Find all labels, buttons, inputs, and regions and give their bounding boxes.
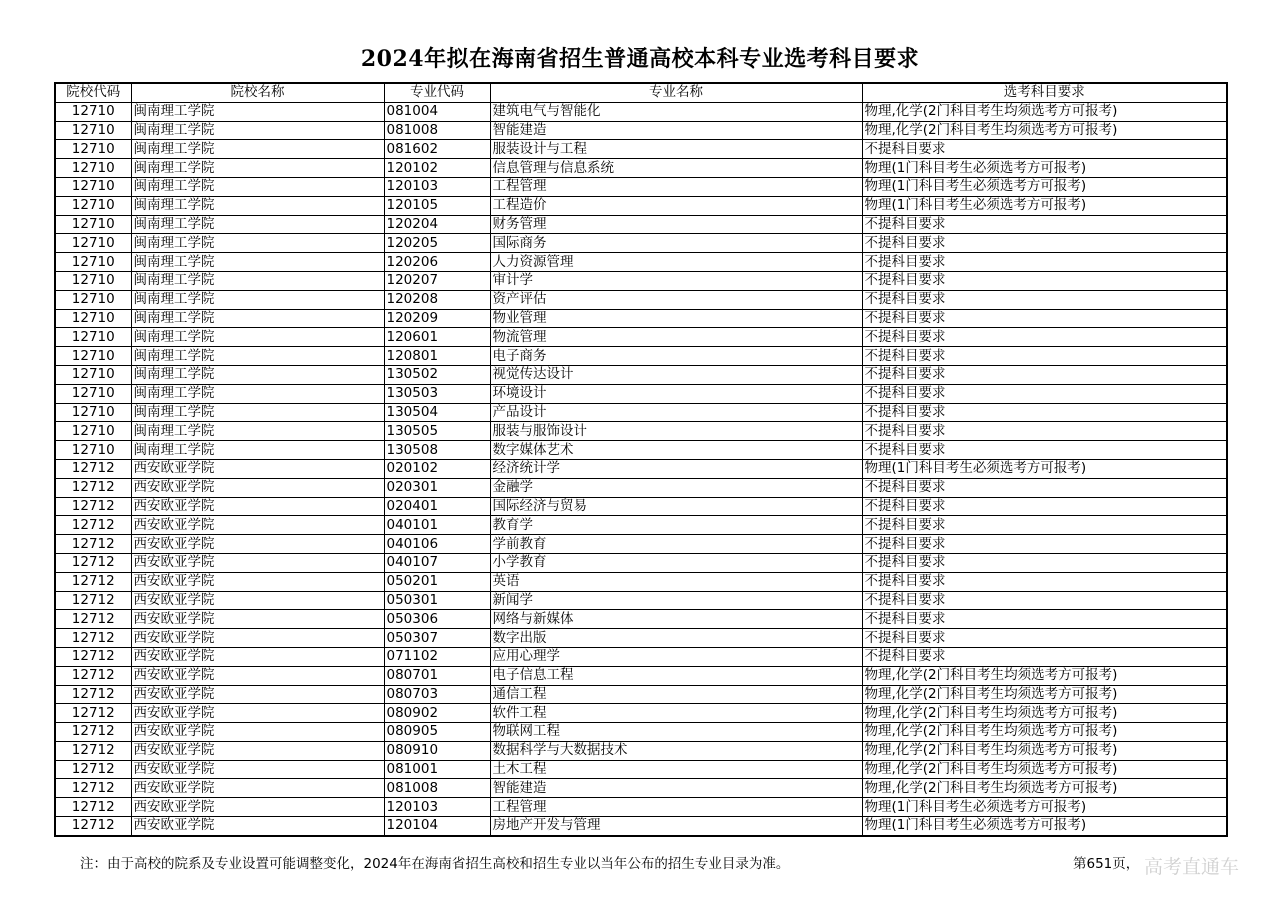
school-code-cell: 12710 — [55, 234, 131, 253]
major-code-cell: 120208 — [384, 290, 490, 309]
school-name-cell: 西安欧亚学院 — [131, 572, 384, 591]
table-row — [55, 177, 1227, 196]
school-name-cell: 闽南理工学院 — [131, 290, 384, 309]
major-name-cell: 信息管理与信息系统 — [490, 159, 862, 178]
school-code-cell: 12712 — [55, 591, 131, 610]
subject-requirement-cell: 物理,化学(2门科目考生均须选考方可报考) — [862, 685, 1227, 704]
school-name-cell: 西安欧亚学院 — [131, 666, 384, 685]
major-name-cell: 土木工程 — [490, 760, 862, 779]
subject-requirement-cell: 不提科目要求 — [862, 629, 1227, 648]
school-code-cell: 12712 — [55, 704, 131, 723]
table-row — [55, 553, 1227, 572]
table-row — [55, 535, 1227, 554]
major-code-cell: 080902 — [384, 704, 490, 723]
major-name-cell: 智能建造 — [490, 779, 862, 798]
major-name-cell: 国际经济与贸易 — [490, 497, 862, 516]
school-name-cell: 闽南理工学院 — [131, 102, 384, 121]
school-code-cell: 12712 — [55, 666, 131, 685]
school-name-cell: 闽南理工学院 — [131, 196, 384, 215]
header-major-name: 专业名称 — [490, 83, 862, 102]
school-name-cell: 闽南理工学院 — [131, 403, 384, 422]
table-row — [55, 140, 1227, 159]
major-name-cell: 服装设计与工程 — [490, 140, 862, 159]
school-name-cell: 闽南理工学院 — [131, 309, 384, 328]
major-name-cell: 智能建造 — [490, 121, 862, 140]
major-name-cell: 教育学 — [490, 516, 862, 535]
major-name-cell: 金融学 — [490, 478, 862, 497]
major-name-cell: 房地产开发与管理 — [490, 817, 862, 836]
subject-requirement-cell: 不提科目要求 — [862, 365, 1227, 384]
subject-requirement-cell: 不提科目要求 — [862, 290, 1227, 309]
major-code-cell: 130502 — [384, 365, 490, 384]
major-code-cell: 080910 — [384, 741, 490, 760]
subject-requirement-cell: 不提科目要求 — [862, 610, 1227, 629]
school-code-cell: 12710 — [55, 290, 131, 309]
table-row — [55, 478, 1227, 497]
school-code-cell: 12712 — [55, 535, 131, 554]
major-name-cell: 数据科学与大数据技术 — [490, 741, 862, 760]
major-code-cell: 120601 — [384, 328, 490, 347]
school-code-cell: 12712 — [55, 779, 131, 798]
table-row — [55, 459, 1227, 478]
major-name-cell: 物业管理 — [490, 309, 862, 328]
subject-requirement-cell: 不提科目要求 — [862, 478, 1227, 497]
table-row — [55, 760, 1227, 779]
school-code-cell: 12712 — [55, 798, 131, 817]
school-code-cell: 12710 — [55, 102, 131, 121]
subject-requirement-cell: 不提科目要求 — [862, 553, 1227, 572]
table-row — [55, 704, 1227, 723]
major-code-cell: 120207 — [384, 271, 490, 290]
school-name-cell: 西安欧亚学院 — [131, 497, 384, 516]
major-name-cell: 经济统计学 — [490, 459, 862, 478]
subject-requirement-cell: 不提科目要求 — [862, 253, 1227, 272]
school-code-cell: 12710 — [55, 441, 131, 460]
subject-requirement-cell: 物理(1门科目考生必须选考方可报考) — [862, 817, 1227, 836]
major-code-cell: 120209 — [384, 309, 490, 328]
subject-requirement-cell: 不提科目要求 — [862, 347, 1227, 366]
major-code-cell: 120103 — [384, 177, 490, 196]
school-code-cell: 12710 — [55, 328, 131, 347]
table-row — [55, 347, 1227, 366]
major-code-cell: 120104 — [384, 817, 490, 836]
table-row — [55, 365, 1227, 384]
school-name-cell: 闽南理工学院 — [131, 271, 384, 290]
table-row — [55, 441, 1227, 460]
subject-requirement-cell: 物理,化学(2门科目考生均须选考方可报考) — [862, 723, 1227, 742]
major-code-cell: 040106 — [384, 535, 490, 554]
school-code-cell: 12710 — [55, 309, 131, 328]
school-code-cell: 12712 — [55, 516, 131, 535]
major-code-cell: 081001 — [384, 760, 490, 779]
table-row — [55, 723, 1227, 742]
header-school-name: 院校名称 — [131, 83, 384, 102]
school-code-cell: 12712 — [55, 760, 131, 779]
school-code-cell: 12712 — [55, 478, 131, 497]
major-code-cell: 050307 — [384, 629, 490, 648]
major-code-cell: 050301 — [384, 591, 490, 610]
table-row — [55, 328, 1227, 347]
school-name-cell: 西安欧亚学院 — [131, 723, 384, 742]
subject-requirement-cell: 物理(1门科目考生必须选考方可报考) — [862, 798, 1227, 817]
requirements-table — [54, 82, 1228, 837]
major-name-cell: 网络与新媒体 — [490, 610, 862, 629]
major-code-cell: 120801 — [384, 347, 490, 366]
table-row — [55, 309, 1227, 328]
page-number: 第651页， — [1073, 856, 1140, 872]
school-code-cell: 12710 — [55, 253, 131, 272]
subject-requirement-cell: 不提科目要求 — [862, 140, 1227, 159]
major-code-cell: 081008 — [384, 121, 490, 140]
major-name-cell: 人力资源管理 — [490, 253, 862, 272]
major-code-cell: 081602 — [384, 140, 490, 159]
subject-requirement-cell: 不提科目要求 — [862, 403, 1227, 422]
table-row — [55, 666, 1227, 685]
subject-requirement-cell: 物理(1门科目考生必须选考方可报考) — [862, 159, 1227, 178]
school-code-cell: 12710 — [55, 365, 131, 384]
major-name-cell: 国际商务 — [490, 234, 862, 253]
table-row — [55, 591, 1227, 610]
table-row — [55, 798, 1227, 817]
major-code-cell: 120103 — [384, 798, 490, 817]
school-code-cell: 12710 — [55, 121, 131, 140]
subject-requirement-cell: 物理,化学(2门科目考生均须选考方可报考) — [862, 666, 1227, 685]
table-body — [55, 102, 1227, 836]
major-name-cell: 审计学 — [490, 271, 862, 290]
major-name-cell: 电子信息工程 — [490, 666, 862, 685]
major-code-cell: 130508 — [384, 441, 490, 460]
school-code-cell: 12710 — [55, 159, 131, 178]
header-subject-requirement: 选考科目要求 — [862, 83, 1227, 102]
major-code-cell: 120102 — [384, 159, 490, 178]
school-name-cell: 闽南理工学院 — [131, 121, 384, 140]
subject-requirement-cell: 物理,化学(2门科目考生均须选考方可报考) — [862, 121, 1227, 140]
major-name-cell: 工程管理 — [490, 177, 862, 196]
school-code-cell: 12712 — [55, 497, 131, 516]
major-code-cell: 120205 — [384, 234, 490, 253]
major-code-cell: 040101 — [384, 516, 490, 535]
school-code-cell: 12710 — [55, 403, 131, 422]
school-name-cell: 闽南理工学院 — [131, 441, 384, 460]
subject-requirement-cell: 物理,化学(2门科目考生均须选考方可报考) — [862, 779, 1227, 798]
school-name-cell: 闽南理工学院 — [131, 422, 384, 441]
school-code-cell: 12712 — [55, 610, 131, 629]
subject-requirement-cell: 不提科目要求 — [862, 328, 1227, 347]
subject-requirement-cell: 物理(1门科目考生必须选考方可报考) — [862, 196, 1227, 215]
major-code-cell: 080701 — [384, 666, 490, 685]
major-name-cell: 通信工程 — [490, 685, 862, 704]
subject-requirement-cell: 不提科目要求 — [862, 384, 1227, 403]
school-name-cell: 西安欧亚学院 — [131, 535, 384, 554]
header-major-code: 专业代码 — [384, 83, 490, 102]
school-code-cell: 12710 — [55, 384, 131, 403]
major-name-cell: 软件工程 — [490, 704, 862, 723]
major-code-cell: 081004 — [384, 102, 490, 121]
major-name-cell: 资产评估 — [490, 290, 862, 309]
school-code-cell: 12712 — [55, 741, 131, 760]
major-name-cell: 应用心理学 — [490, 647, 862, 666]
major-code-cell: 120105 — [384, 196, 490, 215]
school-name-cell: 闽南理工学院 — [131, 234, 384, 253]
major-name-cell: 财务管理 — [490, 215, 862, 234]
subject-requirement-cell: 物理,化学(2门科目考生均须选考方可报考) — [862, 102, 1227, 121]
school-name-cell: 闽南理工学院 — [131, 140, 384, 159]
subject-requirement-cell: 不提科目要求 — [862, 572, 1227, 591]
major-name-cell: 学前教育 — [490, 535, 862, 554]
school-code-cell: 12712 — [55, 572, 131, 591]
major-name-cell: 环境设计 — [490, 384, 862, 403]
table-row — [55, 497, 1227, 516]
major-name-cell: 数字出版 — [490, 629, 862, 648]
school-name-cell: 西安欧亚学院 — [131, 629, 384, 648]
school-code-cell: 12710 — [55, 196, 131, 215]
table-row — [55, 102, 1227, 121]
school-name-cell: 闽南理工学院 — [131, 159, 384, 178]
table-row — [55, 817, 1227, 836]
major-name-cell: 数字媒体艺术 — [490, 441, 862, 460]
major-name-cell: 新闻学 — [490, 591, 862, 610]
school-name-cell: 西安欧亚学院 — [131, 741, 384, 760]
subject-requirement-cell: 物理,化学(2门科目考生均须选考方可报考) — [862, 760, 1227, 779]
school-code-cell: 12710 — [55, 271, 131, 290]
subject-requirement-cell: 不提科目要求 — [862, 516, 1227, 535]
page-title: 2024年拟在海南省招生普通高校本科专业选考科目要求 — [360, 46, 920, 72]
major-code-cell: 080703 — [384, 685, 490, 704]
subject-requirement-cell: 不提科目要求 — [862, 234, 1227, 253]
subject-requirement-cell: 不提科目要求 — [862, 215, 1227, 234]
subject-requirement-cell: 不提科目要求 — [862, 535, 1227, 554]
table-row — [55, 253, 1227, 272]
table-row — [55, 422, 1227, 441]
school-name-cell: 西安欧亚学院 — [131, 817, 384, 836]
table-row — [55, 384, 1227, 403]
subject-requirement-cell: 物理(1门科目考生必须选考方可报考) — [862, 459, 1227, 478]
major-name-cell: 电子商务 — [490, 347, 862, 366]
school-code-cell: 12710 — [55, 140, 131, 159]
major-code-cell: 081008 — [384, 779, 490, 798]
subject-requirement-cell: 物理,化学(2门科目考生均须选考方可报考) — [862, 704, 1227, 723]
school-name-cell: 西安欧亚学院 — [131, 459, 384, 478]
table-row — [55, 121, 1227, 140]
major-code-cell: 050306 — [384, 610, 490, 629]
subject-requirement-cell: 不提科目要求 — [862, 647, 1227, 666]
table-row — [55, 215, 1227, 234]
school-name-cell: 闽南理工学院 — [131, 347, 384, 366]
major-code-cell: 130504 — [384, 403, 490, 422]
table-row — [55, 572, 1227, 591]
school-code-cell: 12710 — [55, 422, 131, 441]
major-name-cell: 物联网工程 — [490, 723, 862, 742]
school-code-cell: 12712 — [55, 685, 131, 704]
school-code-cell: 12712 — [55, 629, 131, 648]
major-code-cell: 130503 — [384, 384, 490, 403]
table-row — [55, 741, 1227, 760]
school-name-cell: 西安欧亚学院 — [131, 760, 384, 779]
major-code-cell: 020102 — [384, 459, 490, 478]
table-row — [55, 647, 1227, 666]
major-code-cell: 080905 — [384, 723, 490, 742]
school-code-cell: 12712 — [55, 553, 131, 572]
table-row — [55, 271, 1227, 290]
school-name-cell: 闽南理工学院 — [131, 215, 384, 234]
table-header-row — [55, 83, 1227, 102]
school-code-cell: 12710 — [55, 177, 131, 196]
school-name-cell: 西安欧亚学院 — [131, 685, 384, 704]
major-name-cell: 服装与服饰设计 — [490, 422, 862, 441]
major-name-cell: 工程管理 — [490, 798, 862, 817]
major-code-cell: 130505 — [384, 422, 490, 441]
footer-note: 注：由于高校的院系及专业设置可能调整变化，2024年在海南省招生高校和招生专业以当年公布的招生专业目录为准。 — [80, 856, 790, 872]
school-code-cell: 12712 — [55, 647, 131, 666]
major-name-cell: 工程造价 — [490, 196, 862, 215]
major-name-cell: 视觉传达设计 — [490, 365, 862, 384]
school-name-cell: 闽南理工学院 — [131, 177, 384, 196]
major-name-cell: 英语 — [490, 572, 862, 591]
subject-requirement-cell: 物理,化学(2门科目考生均须选考方可报考) — [862, 741, 1227, 760]
school-name-cell: 西安欧亚学院 — [131, 553, 384, 572]
subject-requirement-cell: 不提科目要求 — [862, 497, 1227, 516]
major-code-cell: 120204 — [384, 215, 490, 234]
watermark-text: 高考直通车 — [1144, 856, 1240, 878]
school-name-cell: 西安欧亚学院 — [131, 610, 384, 629]
major-name-cell: 小学教育 — [490, 553, 862, 572]
table-row — [55, 290, 1227, 309]
school-name-cell: 闽南理工学院 — [131, 384, 384, 403]
table-row — [55, 159, 1227, 178]
major-name-cell: 产品设计 — [490, 403, 862, 422]
subject-requirement-cell: 不提科目要求 — [862, 591, 1227, 610]
school-code-cell: 12712 — [55, 723, 131, 742]
school-name-cell: 闽南理工学院 — [131, 365, 384, 384]
major-name-cell: 物流管理 — [490, 328, 862, 347]
school-name-cell: 西安欧亚学院 — [131, 798, 384, 817]
subject-requirement-cell: 不提科目要求 — [862, 422, 1227, 441]
table-row — [55, 685, 1227, 704]
table-row — [55, 629, 1227, 648]
table-row — [55, 234, 1227, 253]
major-code-cell: 120206 — [384, 253, 490, 272]
school-name-cell: 西安欧亚学院 — [131, 704, 384, 723]
table-row — [55, 610, 1227, 629]
subject-requirement-cell: 不提科目要求 — [862, 271, 1227, 290]
header-school-code: 院校代码 — [55, 83, 131, 102]
major-name-cell: 建筑电气与智能化 — [490, 102, 862, 121]
school-code-cell: 12712 — [55, 817, 131, 836]
school-code-cell: 12710 — [55, 215, 131, 234]
major-code-cell: 020401 — [384, 497, 490, 516]
major-code-cell: 020301 — [384, 478, 490, 497]
major-code-cell: 050201 — [384, 572, 490, 591]
school-name-cell: 西安欧亚学院 — [131, 478, 384, 497]
table-row — [55, 779, 1227, 798]
school-name-cell: 西安欧亚学院 — [131, 591, 384, 610]
major-code-cell: 040107 — [384, 553, 490, 572]
table-row — [55, 196, 1227, 215]
major-code-cell: 071102 — [384, 647, 490, 666]
subject-requirement-cell: 物理(1门科目考生必须选考方可报考) — [862, 177, 1227, 196]
school-name-cell: 闽南理工学院 — [131, 253, 384, 272]
subject-requirement-cell: 不提科目要求 — [862, 441, 1227, 460]
table-row — [55, 403, 1227, 422]
school-code-cell: 12710 — [55, 347, 131, 366]
school-name-cell: 西安欧亚学院 — [131, 647, 384, 666]
table-row — [55, 516, 1227, 535]
subject-requirement-cell: 不提科目要求 — [862, 309, 1227, 328]
school-code-cell: 12712 — [55, 459, 131, 478]
school-name-cell: 西安欧亚学院 — [131, 516, 384, 535]
school-name-cell: 西安欧亚学院 — [131, 779, 384, 798]
school-name-cell: 闽南理工学院 — [131, 328, 384, 347]
